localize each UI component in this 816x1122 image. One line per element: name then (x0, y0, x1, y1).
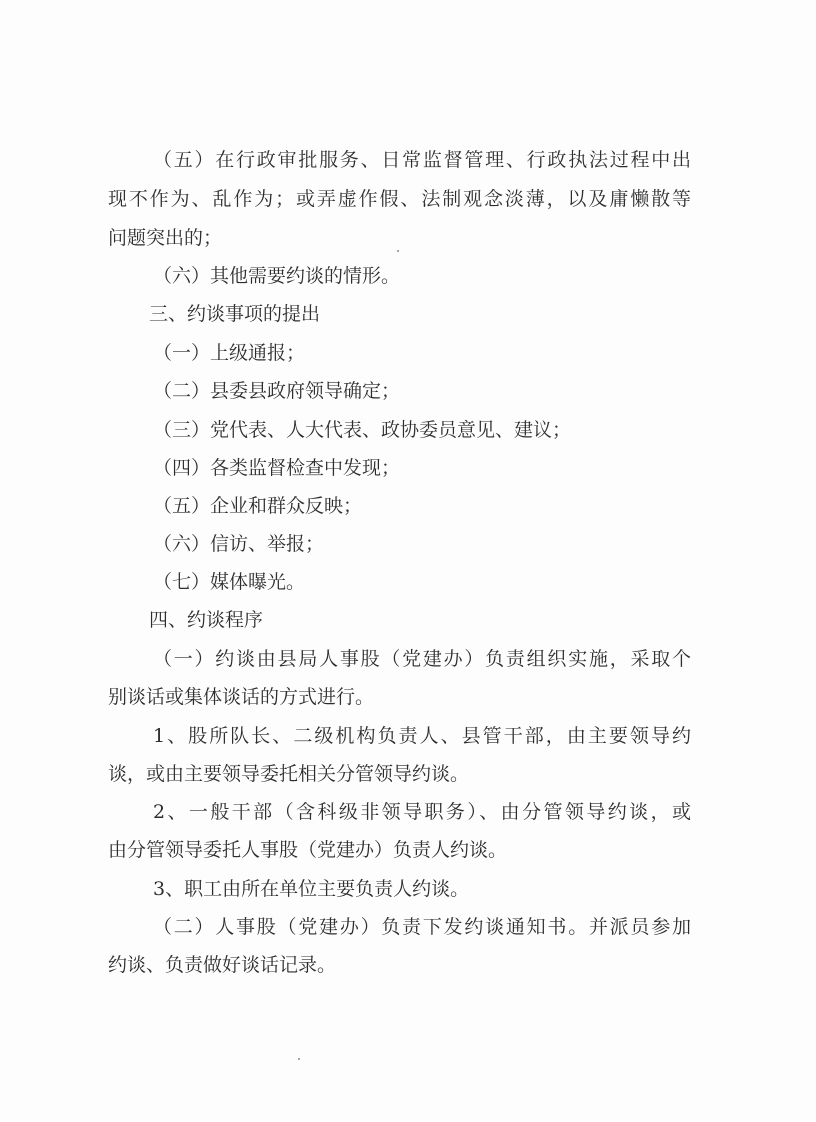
scan-speck (397, 250, 399, 252)
paragraph-line: 2、一般干部（含科级非领导职务）、由分管领导约谈，或 (153, 801, 691, 823)
scan-speck (298, 1058, 300, 1060)
list-item: （二）县委县政府领导确定； (153, 380, 401, 402)
list-item: （三）党代表、人大代表、政协委员意见、建议； (153, 419, 572, 441)
list-item: （六）信访、举报； (153, 533, 325, 555)
list-item: （一）上级通报； (153, 342, 306, 364)
list-item: （四）各类监督检查中发现； (153, 457, 401, 479)
list-item: （七）媒体曝光。 (153, 571, 306, 593)
paragraph-line: 谈，或由主要领导委托相关分管领导约谈。 (108, 763, 470, 785)
list-item: （五）企业和群众反映； (153, 495, 363, 517)
paragraph-line: 1、股所队长、二级机构负责人、县管干部，由主要领导约 (153, 725, 691, 747)
section-heading: 三、约谈事项的提出 (149, 303, 321, 325)
paragraph-line: （五）在行政审批服务、日常监督管理、行政执法过程中出 (153, 149, 691, 171)
paragraph-line: 约谈、负责做好谈话记录。 (108, 954, 337, 976)
paragraph-line: 由分管领导委托人事股（党建办）负责人约谈。 (108, 839, 508, 861)
paragraph-line: （二）人事股（党建办）负责下发约谈通知书。并派员参加 (153, 916, 691, 938)
paragraph-line: 别谈话或集体谈话的方式进行。 (108, 686, 375, 708)
paragraph-line: （一）约谈由县局人事股（党建办）负责组织实施，采取个 (153, 648, 691, 670)
list-item: （六）其他需要约谈的情形。 (153, 265, 401, 287)
paragraph-line: 问题突出的； (108, 227, 223, 249)
paragraph-line: 3、职工由所在单位主要负责人约谈。 (153, 878, 470, 900)
paragraph-line: 现不作为、乱作为；或弄虚作假、法制观念淡薄，以及庸懒散等 (108, 188, 691, 210)
section-heading: 四、约谈程序 (149, 609, 264, 631)
